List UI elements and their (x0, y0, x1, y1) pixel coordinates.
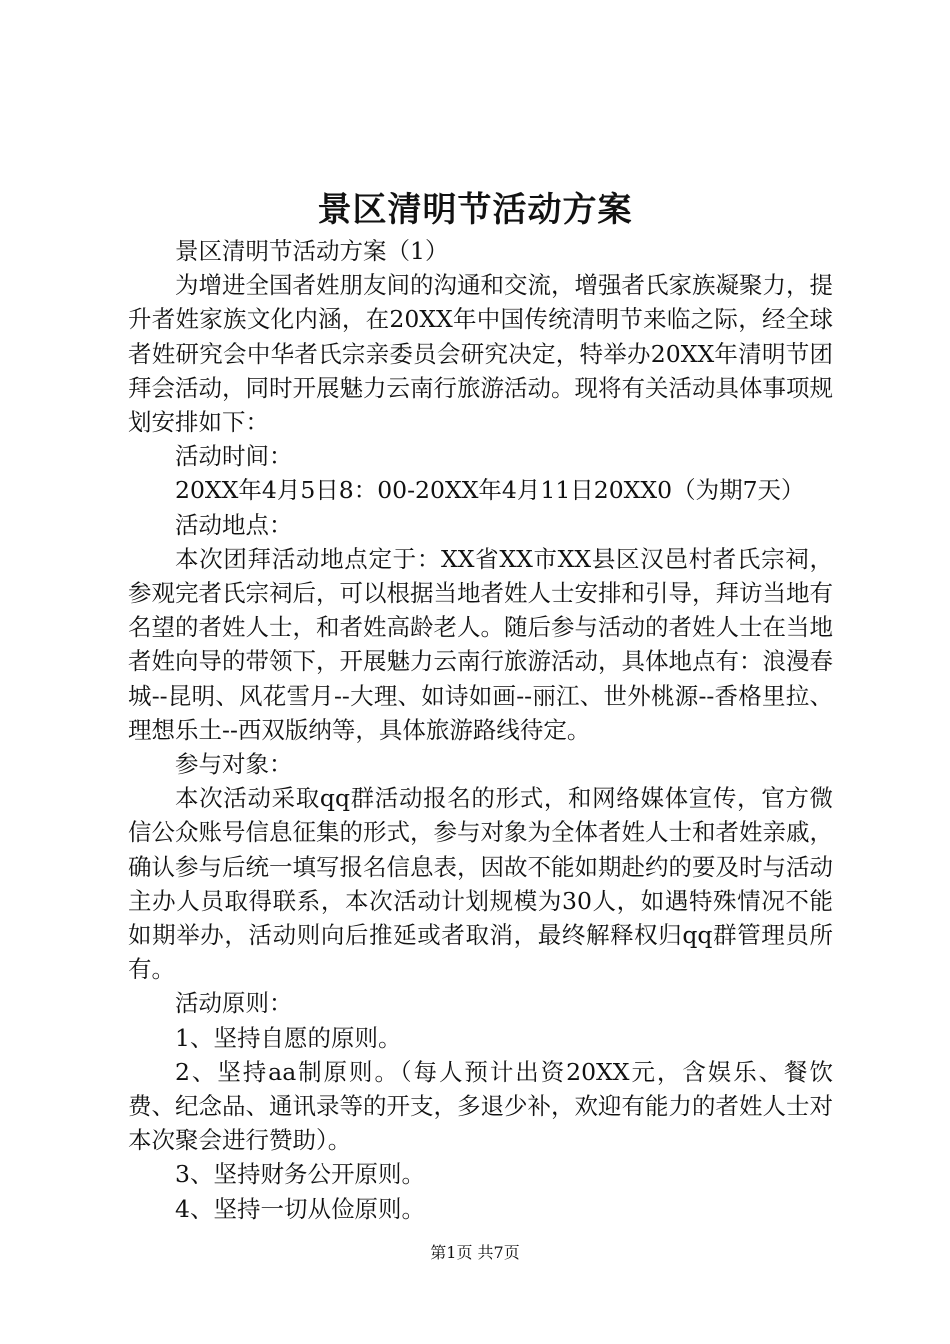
document-title: 景区清明节活动方案 (317, 190, 633, 230)
heading-activity-time: 活动时间： (175, 442, 293, 471)
heading-principles: 活动原则： (175, 989, 293, 1018)
paragraph-intro: 为增进全国者姓朋友间的沟通和交流，增强者氏家族凝聚力，提升者姓家族文化内涵，在20XX年中国传统清明节来临之际，经全球者姓研究会中华者氏宗亲委员会研究决定，特举办20XX年清明节团拜会活动，同时开展魅力云南行旅游活动。现将有关活动具体事项规划安排如下： (128, 271, 833, 437)
principle-item: 2、坚持aa制原则。（每人预计出资20XX元，含娱乐、餐饮费、纪念品、通讯录等的开支，多退少补，欢迎有能力的者姓人士对本次聚会进行赞助）。 (128, 1057, 833, 1155)
principle-item: 3、坚持财务公开原则。 (175, 1160, 425, 1189)
paragraph-subtitle: 景区清明节活动方案（1） (175, 237, 449, 265)
paragraph-activity-location: 本次团拜活动地点定于：XX省XX市XX县区汉邑村者氏宗祠，参观完者氏宗祠后，可以根据当地者姓人士安排和引导，拜访当地有名望的者姓人士，和者姓高龄老人。随后参与活动的者姓人士在当地者姓向导的带领下，开展魅力云南行旅游活动，具体地点有：浪漫春城--昆明、风花雪月--大理、如诗如画--丽江、世外桃源--香格里拉、理想乐土--西双版纳等，具体旅游路线待定。 (128, 544, 833, 744)
heading-participants: 参与对象： (175, 750, 293, 779)
document-body (128, 234, 833, 1226)
principle-item: 4、坚持一切从俭原则。 (175, 1194, 425, 1223)
heading-activity-location: 活动地点： (175, 510, 293, 539)
paragraph-activity-time: 20XX年4月5日8：00-20XX年4月11日20XX0（为期7天） (175, 476, 805, 505)
principle-item: 1、坚持自愿的原则。 (175, 1023, 402, 1052)
paragraph-participants: 本次活动采取qq群活动报名的形式，和网络媒体宣传，官方微信公众账号信息征集的形式，参与对象为全体者姓人士和者姓亲戚，确认参与后统一填写报名信息表，因故不能如期赴约的要及时与活动主办人员取得联系，本次活动计划规模为30人，如遇特殊情况不能如期举办，活动则向后推延或者取消，最终解释权归qq群管理员所有。 (128, 784, 833, 984)
page-number-footer: 第1页 共7页 (430, 1243, 520, 1262)
